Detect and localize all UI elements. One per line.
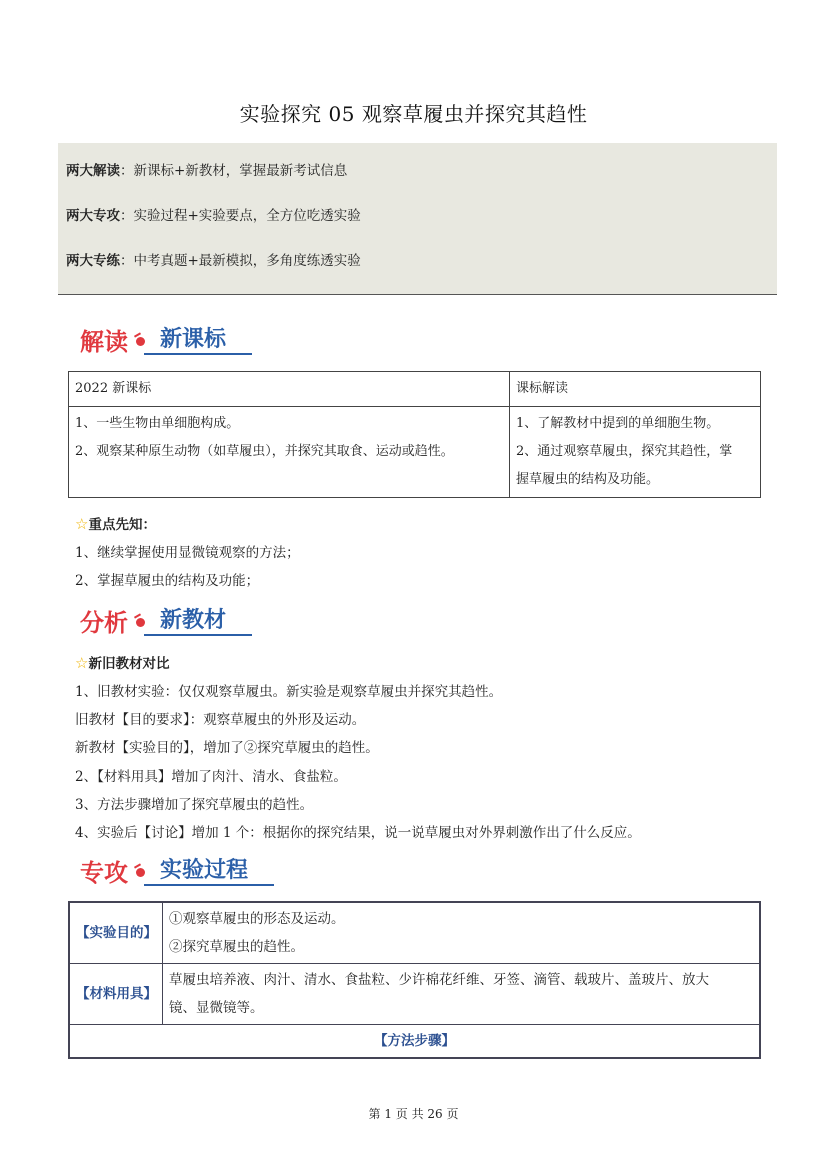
materials-line: 草履虫培养液、肉汁、清水、食盐粒、少许棉花纤维、牙签、滴管、载玻片、盖玻片、放大: [169, 972, 709, 988]
intro-line-3: 两大专练：中考真题+最新模拟，多角度练透实验: [66, 253, 361, 269]
banner-underline: [144, 353, 252, 355]
compare-heading: ☆新旧教材对比: [75, 654, 170, 672]
banner-dot: [136, 868, 145, 877]
purpose-line: ①观察草履虫的形态及运动。: [169, 911, 345, 927]
standards-line: 1、一些生物由单细胞构成。: [75, 416, 240, 431]
table-header: 课标解读: [510, 372, 761, 407]
section-banner-new-textbook: [80, 603, 255, 639]
materials-label: 【材料用具】: [69, 964, 163, 1025]
table-header: 2022 新课标: [69, 372, 510, 407]
section-banner-new-standard: [80, 322, 255, 358]
table-cell-interpretation: [510, 407, 761, 498]
banner-red-text: 专攻: [80, 859, 128, 887]
banner-dot: [136, 337, 145, 346]
standards-line: 2、观察某种原生动物（如草履虫），并探究其取食、运动或趋性。: [75, 444, 454, 459]
star-icon: ☆: [75, 654, 89, 672]
compare-item: 旧教材【目的要求】：观察草履虫的外形及运动。: [75, 712, 366, 728]
compare-item: 4、实验后【讨论】增加 1 个：根据你的探究结果，说一说草履虫对外界刺激作出了什么反应。: [75, 825, 641, 841]
purpose-label: 【实验目的】: [69, 902, 163, 964]
banner-red-text: 分析: [80, 609, 128, 637]
banner-blue-text: 实验过程: [160, 858, 249, 883]
standards-table: [68, 371, 761, 498]
section-banner-process: [80, 853, 280, 889]
purpose-line: ②探究草履虫的趋性。: [169, 939, 304, 955]
intro-line-2: 两大专攻：实验过程+实验要点，全方位吃透实验: [66, 208, 361, 224]
compare-item: 2、【材料用具】增加了肉汁、清水、食盐粒。: [75, 769, 347, 785]
compare-item: 3、方法步骤增加了探究草履虫的趋性。: [75, 797, 314, 813]
document-title: 实验探究 05 观察草履虫并探究其趋性: [239, 102, 588, 126]
star-icon: ☆: [75, 515, 89, 533]
interpretation-line: 握草履虫的结构及功能。: [516, 472, 660, 487]
interpretation-line: 1、了解教材中提到的单细胞生物。: [516, 416, 720, 431]
key-point-item: 2、掌握草履虫的结构及功能；: [75, 573, 260, 589]
table-cell-standards: [69, 407, 510, 498]
banner-blue-text: 新教材: [160, 608, 227, 633]
materials-line: 镜、显微镜等。: [169, 1000, 264, 1016]
banner-underline: [144, 634, 252, 636]
intro-line-1: 两大解读：新课标+新教材，掌握最新考试信息: [66, 163, 348, 179]
process-table: [68, 901, 761, 1059]
banner-red-text: 解读: [80, 328, 128, 356]
banner-dot: [136, 618, 145, 627]
interpretation-line: 2、通过观察草履虫，探究其趋性，掌: [516, 444, 733, 459]
banner-blue-text: 新课标: [160, 327, 227, 352]
intro-box: [58, 143, 777, 295]
steps-label: 【方法步骤】: [69, 1025, 760, 1059]
key-point-item: 1、继续掌握使用显微镜观察的方法；: [75, 545, 300, 561]
materials-cell: [163, 964, 761, 1025]
key-points-heading: ☆重点先知：: [75, 515, 156, 533]
page-footer: 第 1 页 共 26 页: [368, 1107, 459, 1121]
compare-item: 1、旧教材实验：仅仅观察草履虫。新实验是观察草履虫并探究其趋性。: [75, 684, 503, 700]
purpose-cell: [163, 902, 761, 964]
compare-item: 新教材【实验目的】，增加了②探究草履虫的趋性。: [75, 740, 379, 756]
banner-underline: [144, 884, 274, 886]
